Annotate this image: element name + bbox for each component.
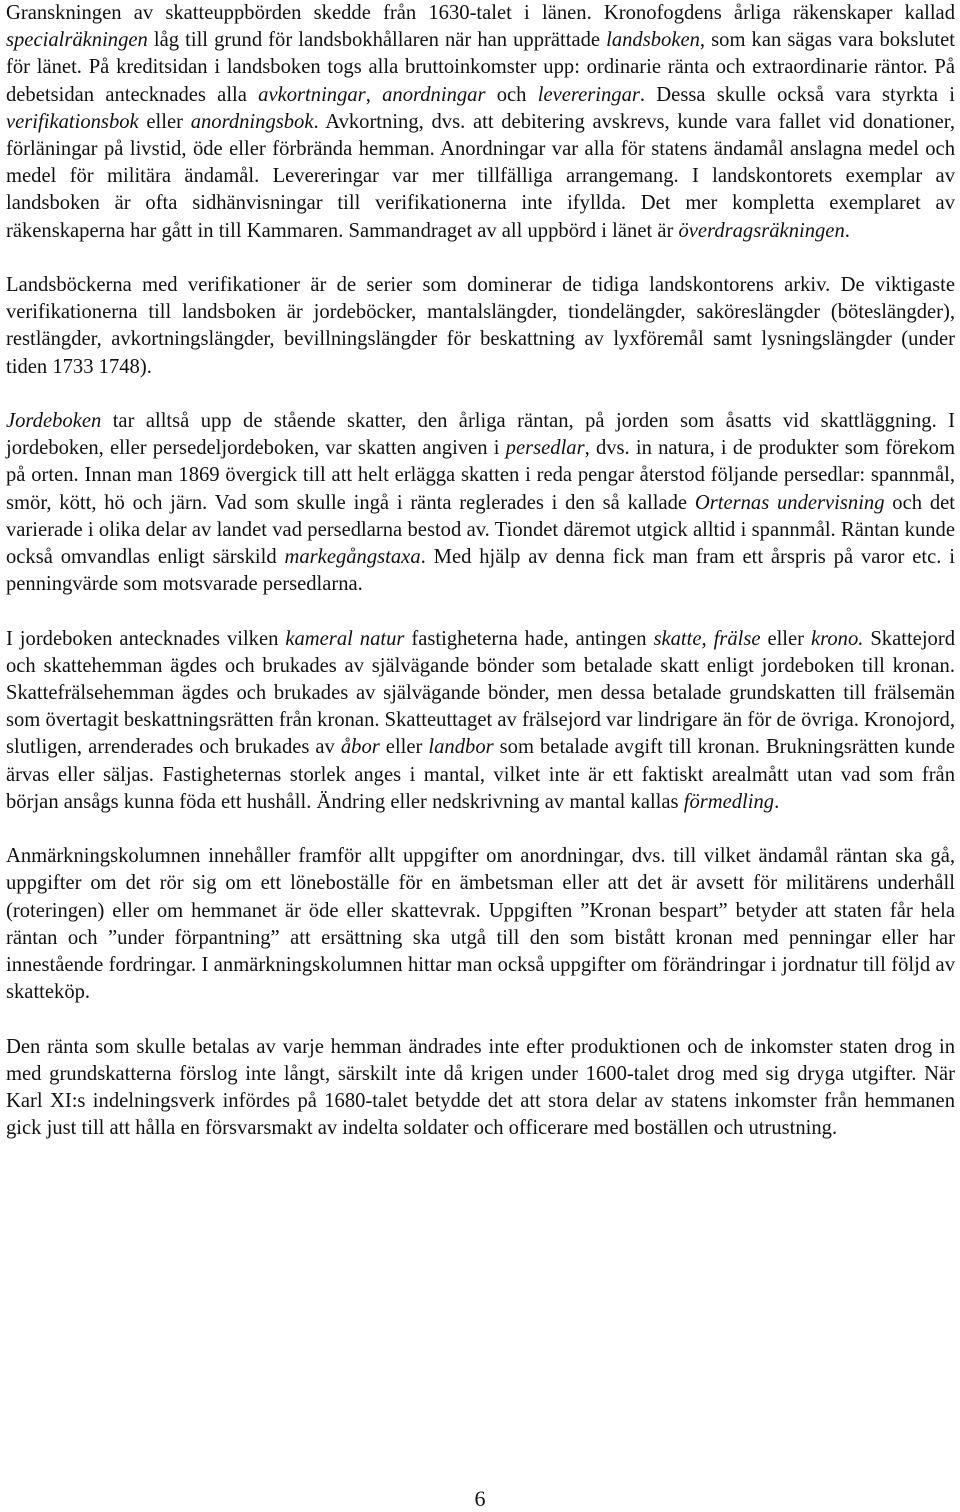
- text-run: som betalade avgift till kronan. Brukningsrätten kunde ärvas eller säljas. Fastigheternas storlek anges i mantal, vilket inte är ett faktiskt arealmått utan vad som från början ansågs kunna föda ett hushåll. Ändring eller nedskrivning av mantal kallas: [6, 736, 955, 813]
- text-run: eller: [760, 627, 811, 650]
- paragraph-jordeboken: [6, 408, 955, 598]
- text-run: och det varierade i olika delar av landet vad persedlarna bestod av. Tiondet däremot utgick alltid i spannmål. Räntan kunde också omvandlas enligt särskild: [6, 491, 955, 569]
- paragraph-anmarkningskolumnen: [6, 843, 955, 1006]
- italic-term: Jordeboken: [6, 410, 102, 433]
- italic-term: förmedling: [683, 790, 775, 813]
- text-run: ,: [365, 83, 383, 106]
- italic-term: landbor: [428, 736, 494, 759]
- italic-term: landsboken: [606, 29, 700, 52]
- italic-term: Orternas undervisning: [694, 491, 885, 514]
- text-run: eller: [138, 110, 191, 133]
- text-run: och: [485, 83, 538, 106]
- paragraph-kameral-natur: [6, 626, 955, 816]
- italic-term: överdragsräkningen: [678, 219, 845, 242]
- text-run: .: [844, 219, 850, 242]
- text-run: Den ränta som skulle betalas av varje hemman ändrades inte efter produktionen och de inkomster staten drog in med grundskatterna förslog inte långt, särskilt inte då krigen under 1600-talet drog med sig dryga utgifter. När Karl XI:s indelningsverk infördes på 1680-talet betydde det att stora delar av statens inkomster från hemmanen gick just till att hålla en försvarsmakt av indelta soldater och officerare med boställen och utrustning.: [6, 1035, 955, 1140]
- paragraph-indelningsverk: [6, 1034, 955, 1143]
- text-run: Granskningen av skatteuppbörden skedde från 1630-talet i länen. Kronofogdens årliga räkenskaper kallad: [6, 2, 955, 24]
- italic-term: markegångstaxa: [284, 546, 421, 569]
- italic-term: krono.: [810, 627, 864, 650]
- text-run: .: [774, 790, 780, 813]
- italic-term: anordningsbok: [190, 110, 314, 133]
- italic-term: persedlar: [505, 437, 585, 460]
- document-body: [6, 0, 955, 1170]
- text-run: Landsböckerna med verifikationer är de serier som dominerar de tidiga landskontorens arkiv. De viktigaste verifikationerna till landsboken är jordeböcker, mantalslängder, tiondelängder, saköreslängder (böteslängder), restlängder, avkortningslängder, bevillningslängder för beskattning av lyxföremål samt lysningslängder (under tiden 1733 1748).: [6, 274, 955, 378]
- text-run: Anmärkningskolumnen innehåller framför allt uppgifter om anordningar, dvs. till vilket ändamål räntan ska gå, uppgifter om det rör sig om ett löneboställe för en ämbetsman eller att det är avsett för militärens underhåll (roteringen) eller om hemmanet är öde eller skattevrak. Uppgiften ”Kronan bespart” betyder att staten får hela räntan och ”under förpantning” att ersättning ska utgå till den som bistått kronan med penningar eller har innestående fordringar. I anmärkningskolumnen hittar man också uppgifter om förändringar i jordnatur till följd av skatteköp.: [6, 845, 955, 1004]
- text-run: eller: [379, 736, 429, 759]
- italic-term: kameral natur: [285, 627, 405, 650]
- text-run: , som kan sägas vara bokslutet för länet. På kreditsidan i landsboken togs alla bruttoinkomster upp: ordinarie ränta och extraordinarie räntor. På debetsidan antecknades alla: [6, 29, 955, 106]
- text-run: . Med hjälp av denna fick man fram ett årspris på varor etc. i penningvärde som motsvarade persedlarna.: [6, 546, 955, 596]
- text-run: låg till grund för landsbokhållaren när han upprättade: [147, 29, 607, 52]
- italic-term: verifikationsbok: [6, 110, 139, 133]
- italic-term: avkortningar: [258, 83, 366, 106]
- text-run: Skattejord och skattehemman ägdes och brukades av självägande bönder som betalade skatt enligt jordeboken till kronan. Skattefrälsehemman ägdes och brukades av självägande bönder, men dessa betalade grundskatten till frälsemän som övertagit beskattningsrätten från kronan. Skatteuttaget av frälsejord var lindrigare än för de övriga. Kronojord, slutligen, arrenderades och brukades av: [6, 627, 955, 759]
- italic-term: skatte, frälse: [653, 627, 761, 650]
- page-number: 6: [474, 1486, 486, 1511]
- italic-term: specialräkningen: [6, 29, 148, 52]
- italic-term: anordningar: [382, 83, 486, 106]
- text-run: . Avkortning, dvs. att debitering avskrevs, kunde vara fallet vid donationer, förläningar på livstid, öde eller förbrända hemman. Anordningar var alla för statens ändamål anslagna medel och medel för militära ändamål. Levereringar var mer tillfälliga arrangemang. I landskontorets exemplar av landsboken är ofta sidhänvisningar till verifikationerna inte ifyllda. Det mer kompletta exemplaret av räkenskaperna har gått in till Kammaren. Sammandraget av all uppbörd i länet är: [6, 110, 955, 242]
- paragraph-uppbord: [6, 0, 955, 245]
- text-run: tar alltså upp de stående skatter, den årliga räntan, på jorden som åsatts vid skattläggning. I jordeboken, eller persedeljordeboken, var skatten angiven i: [6, 410, 955, 460]
- italic-term: åbor: [340, 736, 380, 759]
- text-run: , dvs. in natura, i de produkter som förekom på orten. Innan man 1869 övergick till att helt erlägga skatten i reda pengar återstod följande persedlar: spannmål, smör, kött, hö och järn. Vad som skulle ingå i ränta reglerades i den så kallade: [6, 437, 955, 514]
- text-run: . Dessa skulle också vara styrkta i: [639, 83, 956, 106]
- paragraph-landsbocker: [6, 272, 955, 381]
- italic-term: levereringar: [537, 83, 640, 106]
- text-run: fastigheterna hade, antingen: [404, 627, 654, 650]
- text-run: I jordeboken antecknades vilken: [6, 627, 286, 650]
